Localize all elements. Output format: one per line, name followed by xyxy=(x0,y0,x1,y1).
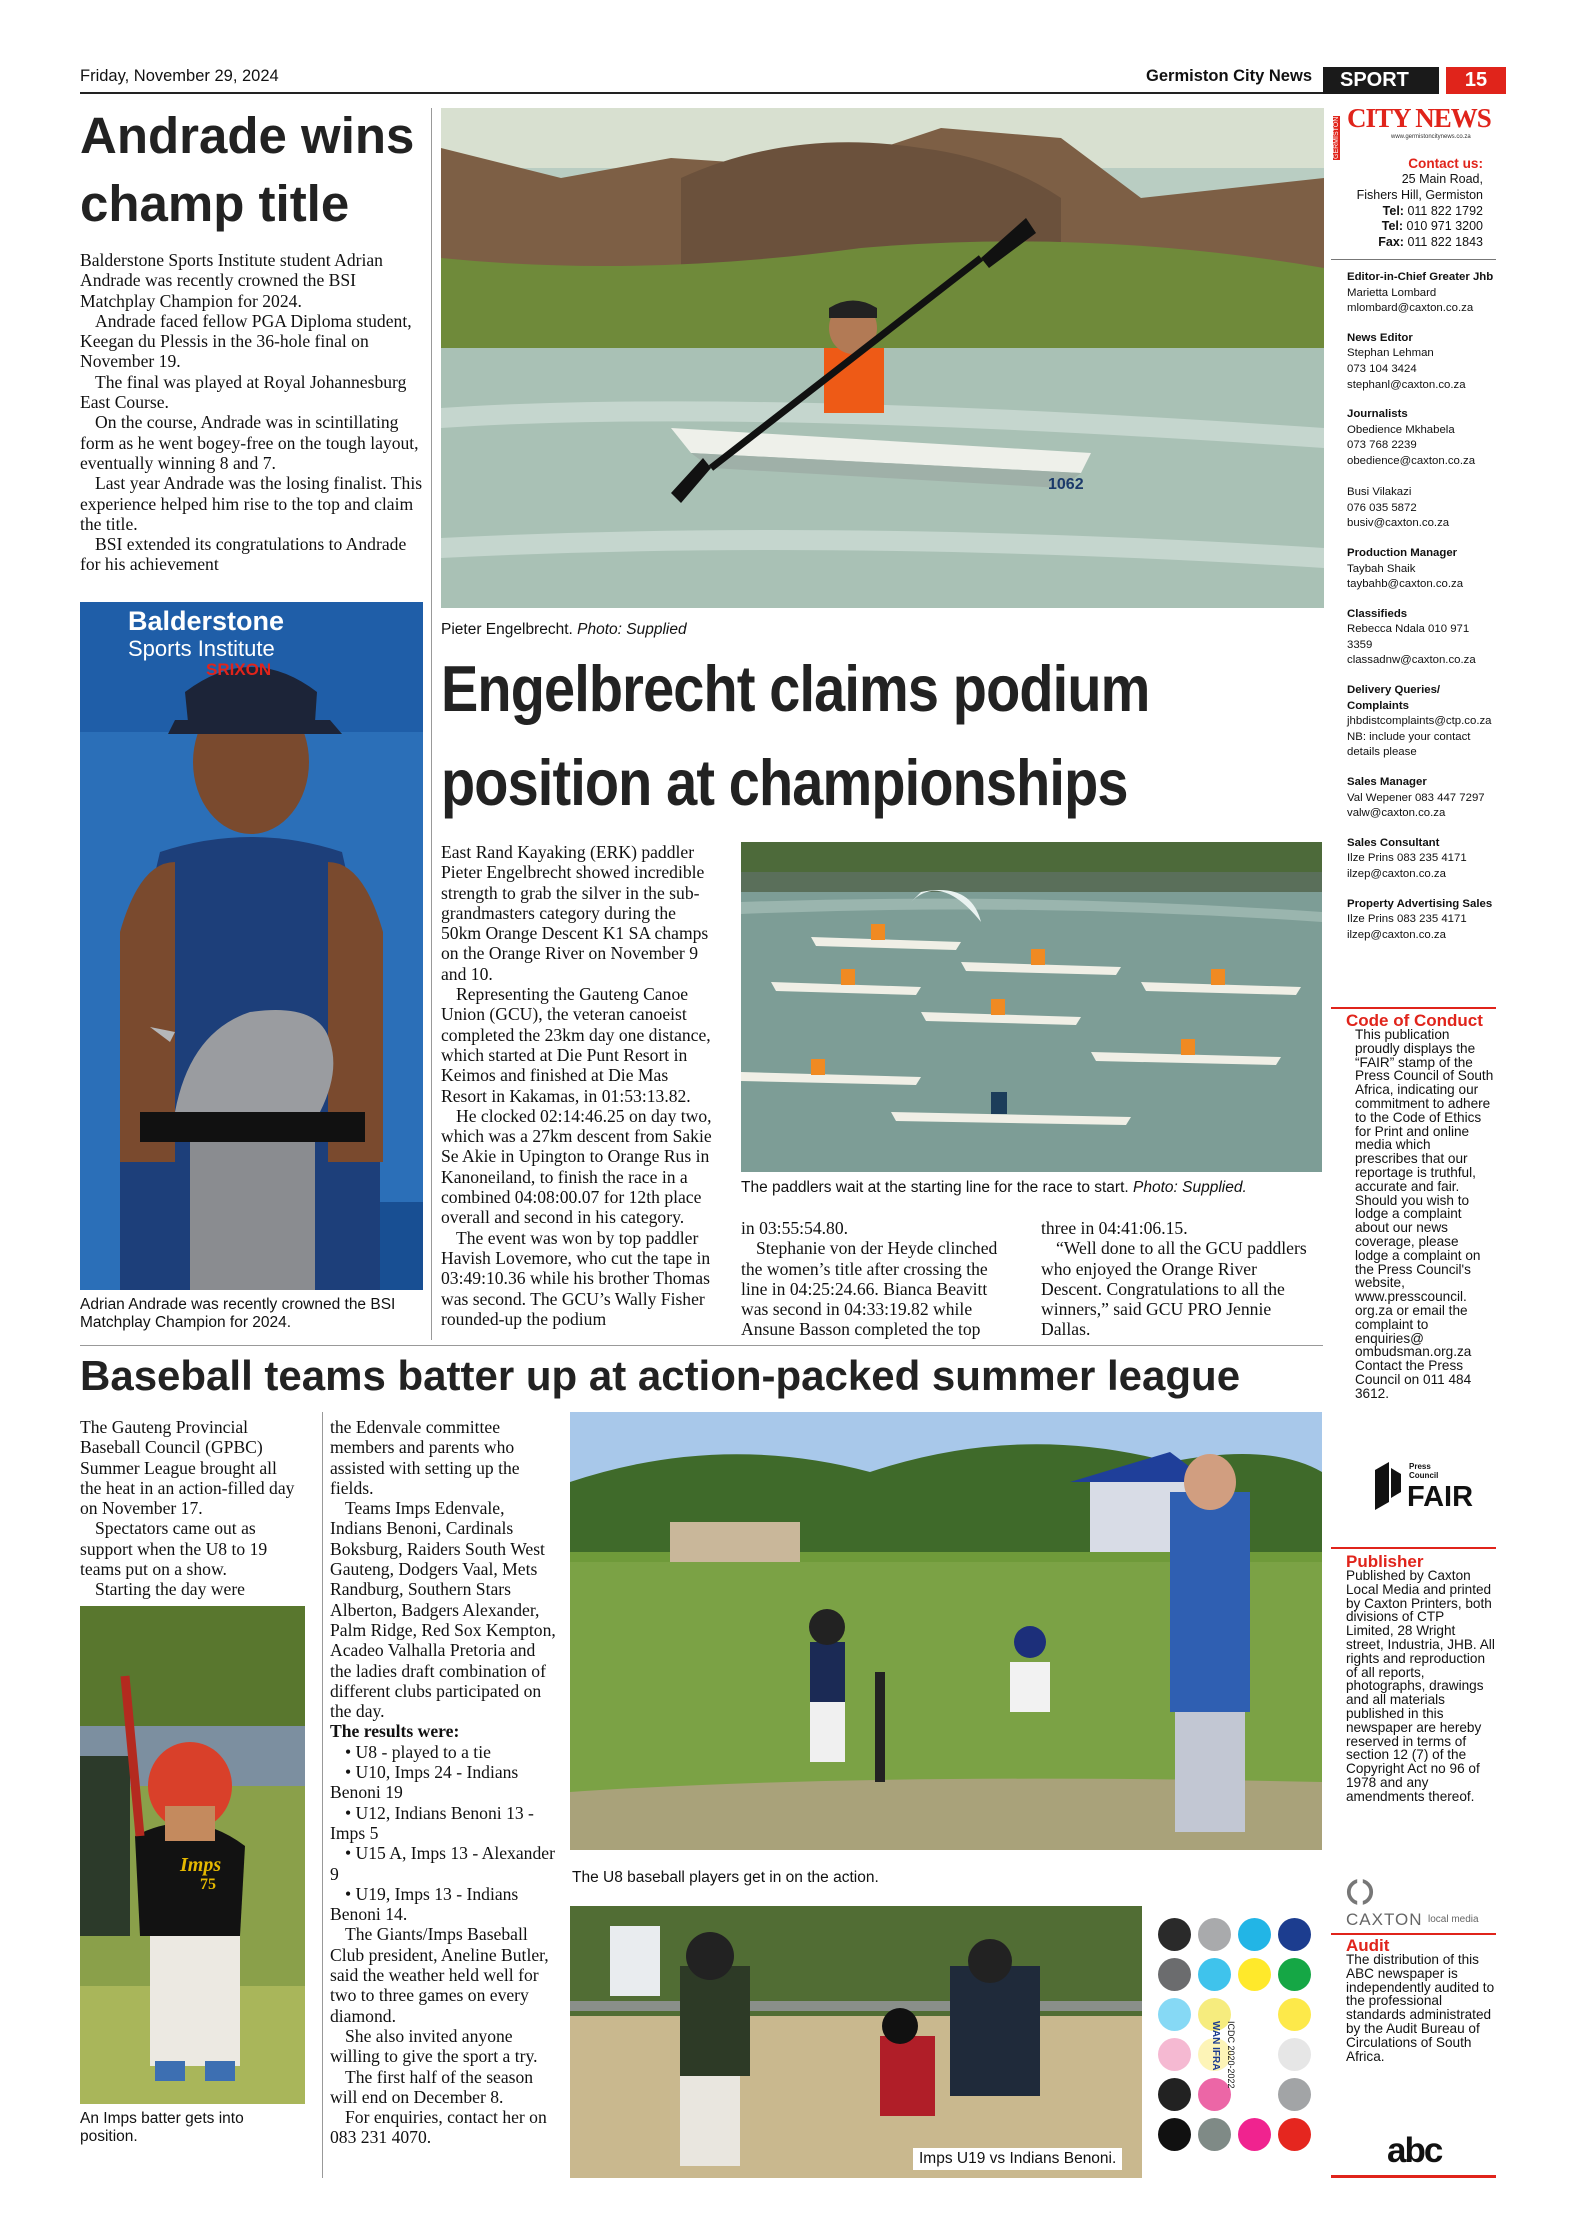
golfer-trophy-photo xyxy=(80,602,423,1290)
staff-block xyxy=(1347,546,1495,593)
staff-line: Busi Vilakazi xyxy=(1347,486,1412,499)
u8-photo-caption: The U8 baseball players get in on the action. xyxy=(572,1869,879,1886)
staff-role: Editor-in-Chief Greater Jhb xyxy=(1347,271,1494,283)
fair-mark-icon xyxy=(1373,1462,1403,1512)
kayak-number: 1062 xyxy=(1048,476,1084,493)
staff-line: 073 104 3424 xyxy=(1347,362,1417,375)
staff-role: Classifieds xyxy=(1347,607,1408,620)
article2-paragraph: Stephanie von der Heyde clinched the women’s title after crossing the line in 04:25:24.66. Bianca Beavitt was second in 04:33:19.82 while Ansune Basson completed the top xyxy=(741,1238,998,1340)
color-swatch xyxy=(1158,2118,1191,2151)
color-swatch xyxy=(1158,1958,1191,1991)
color-swatch xyxy=(1278,1998,1311,2031)
icdc-text: ICDC 2020-2022 xyxy=(1226,2021,1236,2089)
article3-paragraph: the Edenvale committee members and parents who assisted with setting up the fields. xyxy=(330,1417,520,1498)
header-rule xyxy=(80,92,1323,94)
article3-body-col1 xyxy=(80,1417,302,1600)
publisher-text: Published by Caxton Local Media and printed by Caxton Printers, both divisions of CTP Limited, 28 Wright street, Industria, JHB. All rights and reproduction of all reports, photographs, drawings and all materials published in this newspaper are hereby reserved in terms of section 12 (7) of the Copyright Act no 96 of 1978 and any amendments thereof. xyxy=(1346,1568,1495,1804)
article3-headline: Baseball teams batter up at action-packed summer league xyxy=(80,1352,1241,1399)
kayak-start-line-photo xyxy=(741,842,1322,1172)
staff-block xyxy=(1347,775,1495,822)
sidebar xyxy=(1331,96,1496,2178)
phone-line xyxy=(1331,204,1483,220)
color-swatch xyxy=(1198,2118,1231,2151)
article3-paragraph: For enquiries, contact her on 083 231 4070. xyxy=(330,2107,547,2148)
kayak-photo1-credit: Photo: Supplied xyxy=(577,621,687,638)
caxton-sub-text: local media xyxy=(1428,1914,1479,1925)
color-calibration-bar xyxy=(1148,1906,1322,2178)
result-item: • U8 - played to a tie xyxy=(345,1741,491,1762)
staff-email[interactable]: mlombard@caxton.co.za xyxy=(1347,302,1474,315)
article2-body-col1 xyxy=(441,842,716,1329)
color-swatch xyxy=(1278,1918,1311,1951)
staff-email[interactable]: classadnw@caxton.co.za xyxy=(1347,654,1476,667)
paper-url: www.germistoncitynews.co.za xyxy=(1391,134,1471,140)
staff-role: News Editor xyxy=(1347,331,1413,344)
article2-headline: Engelbrecht claims podium position at championships xyxy=(441,652,1150,819)
contact-heading: Contact us: xyxy=(1408,156,1483,171)
kayak-photo2-credit: Photo: Supplied. xyxy=(1133,1179,1247,1196)
color-swatch xyxy=(1278,2078,1311,2111)
staff-email[interactable]: obedience@caxton.co.za xyxy=(1347,454,1476,467)
color-swatch xyxy=(1238,1918,1271,1951)
publisher-rule xyxy=(1331,1547,1496,1549)
kayak-photo1-caption xyxy=(441,621,1041,639)
staff-line: Ilze Prins 083 235 4171 xyxy=(1347,913,1467,926)
staff-email[interactable]: ilzep@caxton.co.za xyxy=(1347,868,1446,880)
results-heading-text: The results were: xyxy=(330,1721,460,1742)
results-heading xyxy=(330,1721,560,1741)
article3-body-col2 xyxy=(330,1417,560,2148)
staff-line: Taybah Shaik xyxy=(1347,562,1416,575)
staff-role: Production Manager xyxy=(1347,546,1458,559)
color-swatch xyxy=(1238,2118,1271,2151)
phone-label: Tel: xyxy=(1382,203,1404,218)
article2-paragraph: three in 04:41:06.15. xyxy=(1041,1218,1188,1238)
fax-number: 011 822 1843 xyxy=(1407,235,1483,250)
staff-block xyxy=(1347,836,1495,883)
article2-body-col2 xyxy=(741,1218,1011,1340)
header-date: Friday, November 29, 2024 xyxy=(80,67,279,85)
color-swatch xyxy=(1158,1918,1191,1951)
staff-email[interactable]: taybahb@caxton.co.za xyxy=(1347,578,1464,591)
article3-paragraph: The first half of the season will end on December 8. xyxy=(330,2066,534,2107)
u19-photo-caption: Imps U19 vs Indians Benoni. xyxy=(913,2148,1122,2170)
article1-paragraph: The final was played at Royal Johannesburg East Course. xyxy=(80,371,407,413)
article1-body xyxy=(80,250,424,575)
article2-paragraph: He clocked 02:14:46.25 on day two, which was a 27km descent from Sakie Se Akie in Upington to Orange Rus in Kanoneiland, to finish the race in a combined 04:08:00.07 for 12th place overall and second in his category. xyxy=(441,1105,712,1228)
conduct-heading: Code of Conduct xyxy=(1346,1011,1483,1030)
staff-role: Delivery Queries/ Complaints xyxy=(1347,684,1441,712)
phone-line xyxy=(1331,219,1483,235)
staff-email[interactable]: busiv@caxton.co.za xyxy=(1347,517,1450,530)
staff-role: Sales Manager xyxy=(1347,776,1427,789)
article1-paragraph: Andrade faced fellow PGA Diploma student, Keegan du Plessis in the 36-hole final on November 19. xyxy=(80,310,412,372)
address-line: Fishers Hill, Germiston xyxy=(1356,187,1483,202)
article1-paragraph: On the course, Andrade was in scintillating form as he went bogey-free on the tough layout, eventually winning 8 and 7. xyxy=(80,412,419,473)
article2-paragraph: in 03:55:54.80. xyxy=(741,1218,849,1238)
article3-paragraph: She also invited anyone willing to give the sport a try. xyxy=(330,2025,538,2067)
logo-strip: GERMISTON xyxy=(1333,116,1340,159)
color-swatch xyxy=(1278,1958,1311,1991)
caxton-logo xyxy=(1346,1878,1486,1933)
u19-baseball-photo xyxy=(570,1906,1142,2178)
phone-label: Tel: xyxy=(1381,219,1404,234)
abc-logo: abc xyxy=(1387,2131,1442,2170)
imps-batter-photo xyxy=(80,1606,305,2104)
result-item: • U10, Imps 24 - Indians Benoni 19 xyxy=(330,1762,519,1803)
staff-email[interactable]: stephanl@caxton.co.za xyxy=(1347,378,1466,391)
kayak-photo1-caption-text: Pieter Engelbrecht. xyxy=(441,621,573,638)
staff-line: Rebecca Ndala 010 971 3359 xyxy=(1347,623,1470,651)
color-swatch xyxy=(1198,1958,1231,1991)
color-swatch xyxy=(1198,1918,1231,1951)
staff-email[interactable]: ilzep@caxton.co.za xyxy=(1347,928,1446,941)
caxton-text: CAXTON xyxy=(1346,1910,1423,1929)
staff-block xyxy=(1347,331,1495,393)
staff-role: Property Advertising Sales xyxy=(1347,897,1493,910)
color-swatch xyxy=(1158,1998,1191,2031)
article1-paragraph: Last year Andrade was the losing finalist. This experience helped him rise to the top and claim the title. xyxy=(80,473,423,534)
article1-paragraph: BSI extended its congratulations to Andrade for his achievement xyxy=(80,534,407,575)
article3-paragraph: Spectators came out as support when the U8 to 19 teams put on a show. xyxy=(80,1518,268,1580)
sidebar-bottom-rule xyxy=(1331,2175,1496,2178)
staff-block xyxy=(1347,607,1495,669)
caxton-mark-icon xyxy=(1346,1878,1374,1906)
batter-jersey-number: 75 xyxy=(200,1876,216,1893)
staff-line xyxy=(1347,470,1495,486)
staff-line: details please xyxy=(1347,746,1417,759)
staff-block xyxy=(1347,407,1495,532)
phone-number[interactable]: 011 822 1792 xyxy=(1407,203,1483,218)
photo-banner-text: Sports Institute xyxy=(128,636,275,661)
article3-paragraph: Teams Imps Edenvale, Indians Benoni, Cardinals Boksburg, Raiders South West Gauteng, Dodgers Vaal, Mets Randburg, Southern Stars Alberton, Badgers Alexander, Palm Ridge, Red Sox Kempton, Acadeo Valhalla Pretoria and the ladies draft combination of different clubs participated on the day. xyxy=(330,1498,556,1722)
article2-paragraph: The event was won by top paddler Havish Lovemore, who cut the tape in 03:49:10.36 while his brother Thomas was second. The GCU’s Wally Fisher rounded-up the podium xyxy=(441,1227,711,1329)
u8-baseball-photo xyxy=(570,1412,1322,1850)
staff-list xyxy=(1347,270,1495,957)
cap-logo-text: SRIXON xyxy=(206,660,272,679)
article1-headline: Andrade wins champ title xyxy=(80,107,415,232)
article2-paragraph: “Well done to all the GCU paddlers who enjoyed the Orange River Descent. Congratulations to all the winners,” said GCU PRO Jennie Dallas. xyxy=(1041,1238,1307,1340)
batter-photo-caption: An Imps batter gets into position. xyxy=(80,2110,244,2145)
column-rule xyxy=(322,1412,323,2178)
staff-line: Val Wepener 083 447 7297 xyxy=(1347,791,1485,804)
staff-email[interactable]: valw@caxton.co.za xyxy=(1347,807,1446,820)
color-swatch xyxy=(1158,2078,1191,2111)
article2-paragraph: Representing the Gauteng Canoe Union (GCU), the veteran canoeist completed the 23km day one distance, which started at Die Punt Resort in Keimos and finished at Die Mas Resort in Kakamas, in 01:53:13.82. xyxy=(441,984,711,1106)
kayak-photo2-caption xyxy=(741,1179,1331,1197)
staff-role: Journalists xyxy=(1347,408,1408,421)
phone-number[interactable]: 010 971 3200 xyxy=(1406,219,1483,234)
conduct-text: This publication proudly displays the “FAIR” stamp of the Press Council of South Africa, indicating our commitment to adhere to the Code of Ethics for Print and online media which prescribes that our reportage is truthful, accurate and fair. Should you wish to lodge a complaint about our news coverage, please lodge a complaint on the Press Council's website, www.presscouncil. org.za or email the complaint to enquiries@ ombudsman.org.za Contact the Press Council on 011 484 3612. xyxy=(1355,1027,1494,1401)
section-label: SPORT xyxy=(1340,69,1409,91)
batter-jersey-text: Imps xyxy=(180,1854,222,1876)
staff-role: Sales Consultant xyxy=(1347,836,1440,849)
audit-rule xyxy=(1331,1933,1496,1935)
golfer-photo-caption: Adrian Andrade was recently crowned the BSI Matchplay Champion for 2024. xyxy=(80,1296,396,1331)
audit-heading: Audit xyxy=(1346,1936,1390,1955)
staff-line: NB: include your contact xyxy=(1347,730,1471,743)
column-rule xyxy=(431,108,432,1340)
fair-big-text: FAIR xyxy=(1407,1481,1474,1513)
fair-small-text: Press Council xyxy=(1409,1462,1439,1480)
paper-logo: CITY NEWS xyxy=(1347,103,1491,133)
header-paper-name: Germiston City News xyxy=(1146,67,1312,85)
staff-line: 073 768 2239 xyxy=(1347,439,1417,452)
page-number: 15 xyxy=(1464,69,1488,91)
contact-rule xyxy=(1331,259,1496,260)
staff-line: Obedience Mkhabela xyxy=(1347,423,1455,436)
staff-line: Stephan Lehman xyxy=(1347,347,1434,360)
staff-line: 076 035 5872 xyxy=(1347,501,1417,514)
result-item: • U15 A, Imps 13 - Alexander 9 xyxy=(330,1843,555,1884)
audit-text: The distribution of this ABC newspaper is independently audited to the professional standards administrated by the Audit Bureau of Circulations of South Africa. xyxy=(1346,1952,1495,2064)
staff-block xyxy=(1347,897,1495,944)
color-swatch xyxy=(1238,1958,1271,1991)
fax-line xyxy=(1331,235,1483,251)
article1-paragraph: Balderstone Sports Institute student Adrian Andrade was recently crowned the BSI Matchplay Champion for 2024. xyxy=(80,250,383,311)
article3-paragraph: Starting the day were xyxy=(95,1579,245,1600)
result-item: • U19, Imps 13 - Indians Benoni 14. xyxy=(330,1883,519,1925)
address-line: 25 Main Road, xyxy=(1401,172,1483,186)
staff-email[interactable]: jhbdistcomplaints@ctp.co.za xyxy=(1347,715,1492,728)
fax-label: Fax: xyxy=(1378,235,1404,250)
publisher-heading: Publisher xyxy=(1346,1552,1424,1571)
conduct-rule xyxy=(1331,1007,1496,1009)
color-swatch xyxy=(1278,2038,1311,2071)
press-council-fair-logo xyxy=(1373,1458,1483,1528)
kayak-paddler-photo xyxy=(441,108,1324,608)
contact-block xyxy=(1331,172,1483,251)
color-swatch xyxy=(1158,2038,1191,2071)
article2-body-col3 xyxy=(1041,1218,1322,1340)
staff-line: Marietta Lombard xyxy=(1347,286,1437,299)
color-swatch xyxy=(1278,2118,1311,2151)
article2-paragraph: East Rand Kayaking (ERK) paddler Pieter Engelbrecht showed incredible strength to grab the silver in the sub-grandmasters category during the 50km Orange Descent K1 SA champs on the Orange River on November 9 and 10. xyxy=(441,842,709,984)
staff-line: Ilze Prins 083 235 4171 xyxy=(1347,852,1467,865)
result-item: • U12, Indians Benoni 13 - Imps 5 xyxy=(330,1802,534,1843)
staff-block xyxy=(1347,270,1495,317)
photo-banner-text: Balderstone xyxy=(128,606,285,636)
wan-ifra-logo: WAN IFRA xyxy=(1210,2021,1221,2071)
kayak-photo2-caption-text: The paddlers wait at the starting line for the race to start. xyxy=(741,1179,1129,1196)
article3-paragraph: The Gauteng Provincial Baseball Council (GPBC) Summer League brought all the heat in an action-filled day on November 17. xyxy=(80,1417,295,1519)
staff-block xyxy=(1347,683,1495,761)
article3-paragraph: The Giants/Imps Baseball Club president, Aneline Butler, said the weather held well for two to three games on every diamond. xyxy=(330,1924,549,2026)
